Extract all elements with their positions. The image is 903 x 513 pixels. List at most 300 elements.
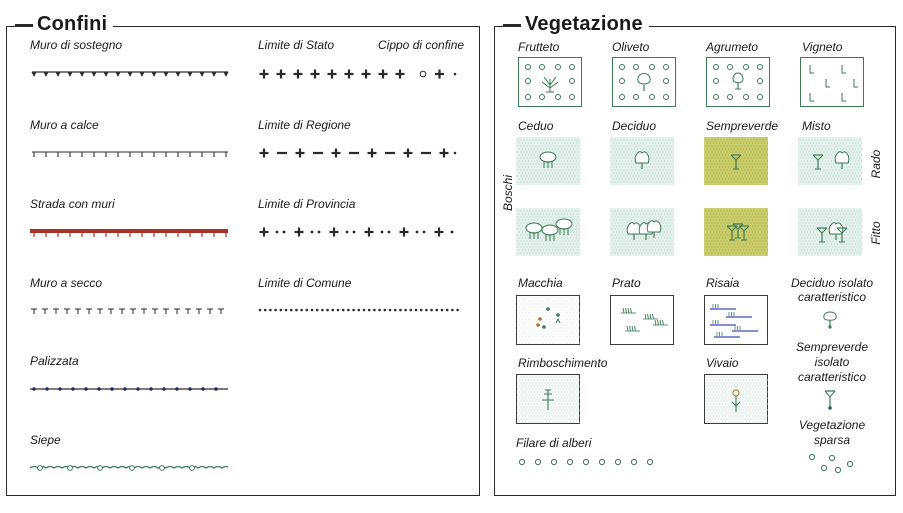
stipple [669, 211, 670, 212]
stipple [809, 158, 810, 159]
stipple [834, 149, 835, 150]
stipple [542, 401, 543, 402]
stipple [545, 176, 546, 177]
stipple [824, 146, 825, 147]
stipple [758, 149, 759, 150]
stipple [809, 146, 810, 147]
stipple [736, 253, 737, 254]
stipple [519, 161, 520, 162]
stipple [707, 226, 708, 227]
stipple [810, 232, 811, 233]
stipple [804, 232, 805, 233]
stipple [806, 146, 807, 147]
stipple [560, 383, 561, 384]
stipple [613, 214, 614, 215]
stipple [710, 179, 711, 180]
stipple [837, 214, 838, 215]
stipple [646, 250, 647, 251]
stipple [751, 158, 752, 159]
stipple [801, 244, 802, 245]
stipple [766, 377, 767, 378]
stipple [754, 395, 755, 396]
stipple [858, 238, 859, 239]
stipple [540, 244, 541, 245]
stipple [801, 149, 802, 150]
stipple [527, 247, 528, 248]
stipple [713, 398, 714, 399]
stipple [540, 398, 541, 399]
border-dot [456, 309, 459, 312]
stipple [861, 161, 862, 162]
stipple [830, 146, 831, 147]
stipple [549, 410, 550, 411]
stipple [628, 238, 629, 239]
stipple [545, 170, 546, 171]
stipple [851, 140, 852, 141]
stipple [761, 416, 762, 417]
stipple [549, 173, 550, 174]
stipple [654, 182, 655, 183]
stipple [663, 235, 664, 236]
stipple [848, 170, 849, 171]
stipple [836, 211, 837, 212]
stipple [755, 179, 756, 180]
stipple [728, 179, 729, 180]
stipple [719, 244, 720, 245]
stipple [575, 304, 576, 305]
stipple [837, 179, 838, 180]
stipple [625, 167, 626, 168]
fence-post [97, 387, 100, 390]
stipple [569, 217, 570, 218]
stipple [636, 164, 637, 165]
stipple [551, 140, 552, 141]
stipple [718, 241, 719, 242]
stipple [763, 217, 764, 218]
stipple [637, 250, 638, 251]
stipple [734, 422, 735, 423]
stipple [803, 217, 804, 218]
stipple [709, 176, 710, 177]
stipple [836, 146, 837, 147]
stipple [758, 410, 759, 411]
stipple [537, 167, 538, 168]
fence-post [123, 387, 126, 390]
stipple [709, 395, 710, 396]
stipple [806, 211, 807, 212]
border-dot [316, 309, 319, 312]
stipple [763, 223, 764, 224]
stipple [579, 404, 580, 405]
stipple [755, 416, 756, 417]
stipple [576, 226, 577, 227]
stipple [530, 158, 531, 159]
stipple [554, 304, 555, 305]
stipple [552, 380, 553, 381]
stipple [666, 247, 667, 248]
stipple [709, 170, 710, 171]
stipple [745, 389, 746, 390]
symbol-frame [517, 296, 580, 345]
stipple [721, 182, 722, 183]
stipple [739, 383, 740, 384]
stipple [828, 232, 829, 233]
stipple [839, 146, 840, 147]
stipple [812, 146, 813, 147]
stipple [575, 164, 576, 165]
stipple [813, 179, 814, 180]
stipple [642, 253, 643, 254]
stipple [570, 173, 571, 174]
stipple [767, 179, 768, 180]
stipple [758, 155, 759, 156]
stipple [746, 143, 747, 144]
sempreverde-fitto-symbol [704, 208, 768, 256]
stipple [803, 140, 804, 141]
stipple [840, 238, 841, 239]
border-dot [399, 309, 402, 312]
stipple [760, 235, 761, 236]
stipple [518, 395, 519, 396]
stipple [518, 211, 519, 212]
stipple [615, 158, 616, 159]
stipple [579, 250, 580, 251]
stipple [667, 214, 668, 215]
stipple [569, 304, 570, 305]
stipple [546, 301, 547, 302]
border-dot [420, 309, 423, 312]
stipple [849, 179, 850, 180]
stipple [818, 217, 819, 218]
hedge-bush [98, 466, 103, 471]
stipple [518, 235, 519, 236]
fence-post [149, 387, 152, 390]
label-palizzata: Palizzata [30, 354, 79, 368]
stipple [569, 253, 570, 254]
wall-tick [212, 72, 217, 77]
stipple [712, 140, 713, 141]
label-vigneto: Vigneto [802, 40, 843, 54]
stipple [563, 176, 564, 177]
stipple [819, 173, 820, 174]
stipple [672, 152, 673, 153]
stipple [521, 419, 522, 420]
stipple [554, 334, 555, 335]
stipple [751, 419, 752, 420]
stipple [713, 143, 714, 144]
stipple [543, 398, 544, 399]
row-tree [647, 459, 652, 464]
row-tree [615, 459, 620, 464]
stipple [619, 155, 620, 156]
stipple [758, 220, 759, 221]
stipple [854, 253, 855, 254]
stipple [630, 164, 631, 165]
stipple [530, 164, 531, 165]
stipple [758, 161, 759, 162]
stipple [766, 146, 767, 147]
stipple [818, 235, 819, 236]
stipple [855, 155, 856, 156]
stipple [573, 173, 574, 174]
stipple [551, 253, 552, 254]
stipple [569, 322, 570, 323]
stipple [749, 404, 750, 405]
stipple [543, 331, 544, 332]
stipple [730, 241, 731, 242]
stipple [563, 395, 564, 396]
stipple [534, 422, 535, 423]
stipple [818, 152, 819, 153]
stipple [524, 217, 525, 218]
stipple [573, 307, 574, 308]
stipple [536, 383, 537, 384]
stipple [546, 422, 547, 423]
border-dot [436, 309, 439, 312]
ceduo-rado-symbol [516, 137, 580, 185]
stipple [519, 226, 520, 227]
stipple [751, 253, 752, 254]
stipple [566, 170, 567, 171]
stipple [843, 238, 844, 239]
stipple [579, 319, 580, 320]
stipple [837, 220, 838, 221]
stipple [739, 182, 740, 183]
stipple [567, 325, 568, 326]
stipple [849, 220, 850, 221]
stipple [664, 250, 665, 251]
stipple [572, 182, 573, 183]
label-siepe: Siepe [30, 433, 61, 447]
stipple [518, 407, 519, 408]
stipple [649, 220, 650, 221]
stipple [737, 161, 738, 162]
stipple [706, 164, 707, 165]
stipple [767, 244, 768, 245]
stipple [727, 395, 728, 396]
stipple [657, 182, 658, 183]
stipple [578, 253, 579, 254]
stipple [627, 235, 628, 236]
stipple [663, 176, 664, 177]
stipple [564, 155, 565, 156]
stipple [545, 164, 546, 165]
stipple [710, 173, 711, 174]
stipple [522, 343, 523, 344]
stipple [567, 331, 568, 332]
stipple [525, 155, 526, 156]
stipple [715, 152, 716, 153]
stipple [834, 179, 835, 180]
stipple [545, 241, 546, 242]
stipple [721, 152, 722, 153]
stipple [715, 211, 716, 212]
stipple [622, 173, 623, 174]
stipple [672, 146, 673, 147]
stipple [846, 149, 847, 150]
stipple [642, 182, 643, 183]
stipple [763, 413, 764, 414]
stipple [576, 398, 577, 399]
stipple [719, 149, 720, 150]
stipple [713, 238, 714, 239]
stipple [767, 416, 768, 417]
stipple [812, 241, 813, 242]
stipple [743, 214, 744, 215]
stipple [852, 143, 853, 144]
stipple [554, 146, 555, 147]
stipple [718, 235, 719, 236]
stipple [713, 161, 714, 162]
stipple [804, 161, 805, 162]
stipple [552, 307, 553, 308]
stipple [861, 143, 862, 144]
stipple [663, 182, 664, 183]
stipple [616, 149, 617, 150]
stipple [524, 419, 525, 420]
stipple [621, 241, 622, 242]
stipple [570, 410, 571, 411]
stipple [763, 211, 764, 212]
stipple [649, 155, 650, 156]
limite-stato-symbol [258, 66, 463, 82]
stipple [518, 413, 519, 414]
stipple [539, 413, 540, 414]
stipple [561, 325, 562, 326]
stipple [751, 407, 752, 408]
stipple [716, 410, 717, 411]
stipple [519, 410, 520, 411]
stipple [755, 422, 756, 423]
stipple [558, 307, 559, 308]
stipple [525, 301, 526, 302]
stipple [748, 170, 749, 171]
stipple [736, 170, 737, 171]
stipple [524, 304, 525, 305]
stipple [722, 226, 723, 227]
stipple [575, 146, 576, 147]
stipple [846, 220, 847, 221]
label-deciduo-isolato-line2: caratteristico [797, 290, 867, 304]
stipple [757, 395, 758, 396]
stipple [834, 143, 835, 144]
stipple [527, 298, 528, 299]
stipple [836, 241, 837, 242]
stipple [560, 298, 561, 299]
stipple [563, 152, 564, 153]
stipple [548, 247, 549, 248]
stipple [540, 337, 541, 338]
stipple [573, 343, 574, 344]
stipple [672, 253, 673, 254]
stipple [667, 173, 668, 174]
stipple [519, 380, 520, 381]
stipple [560, 304, 561, 305]
stipple [572, 395, 573, 396]
stipple [572, 146, 573, 147]
stipple [727, 241, 728, 242]
stipple [664, 161, 665, 162]
stipple [836, 152, 837, 153]
stipple [563, 241, 564, 242]
stipple [566, 217, 567, 218]
stipple [578, 164, 579, 165]
stipple [563, 322, 564, 323]
stipple [561, 343, 562, 344]
stipple [528, 179, 529, 180]
stipple [755, 167, 756, 168]
stipple [748, 413, 749, 414]
stipple [627, 241, 628, 242]
stipple [854, 140, 855, 141]
stipple [736, 413, 737, 414]
stipple [842, 146, 843, 147]
stipple [661, 232, 662, 233]
stipple [531, 416, 532, 417]
stipple [748, 164, 749, 165]
stipple [813, 161, 814, 162]
stipple [666, 140, 667, 141]
stipple [563, 407, 564, 408]
stipple [722, 143, 723, 144]
stipple [539, 328, 540, 329]
stipple [654, 158, 655, 159]
stipple [843, 179, 844, 180]
stipple [521, 223, 522, 224]
stipple [834, 220, 835, 221]
stipple [540, 380, 541, 381]
stipple [561, 143, 562, 144]
stipple [612, 247, 613, 248]
stipple [558, 343, 559, 344]
stipple [818, 146, 819, 147]
stipple [539, 152, 540, 153]
stipple [766, 235, 767, 236]
stipple [576, 173, 577, 174]
stipple [728, 238, 729, 239]
stipple [530, 176, 531, 177]
stipple [828, 226, 829, 227]
stipple [567, 143, 568, 144]
stipple [813, 167, 814, 168]
stipple [622, 238, 623, 239]
stipple [666, 241, 667, 242]
stipple [751, 401, 752, 402]
stipple [537, 337, 538, 338]
stipple [525, 307, 526, 308]
stipple [519, 422, 520, 423]
stipple [524, 140, 525, 141]
stipple [651, 140, 652, 141]
stipple [730, 395, 731, 396]
stipple [725, 173, 726, 174]
stipple [563, 310, 564, 311]
stipple [522, 307, 523, 308]
stipple [551, 334, 552, 335]
stipple [736, 383, 737, 384]
border-dot [259, 309, 262, 312]
stipple [554, 140, 555, 141]
stipple [575, 253, 576, 254]
stipple [560, 146, 561, 147]
stipple [743, 179, 744, 180]
stipple [576, 143, 577, 144]
stipple [740, 386, 741, 387]
stipple [860, 247, 861, 248]
stipple [722, 398, 723, 399]
stipple [542, 211, 543, 212]
stipple [718, 247, 719, 248]
